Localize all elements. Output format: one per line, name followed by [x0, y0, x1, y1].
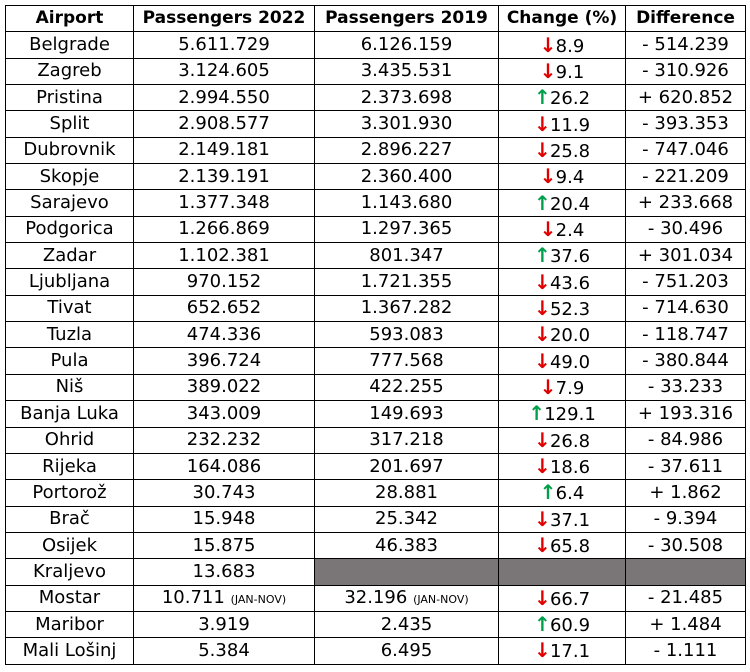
passengers-2022-value: 2.994.550 — [178, 86, 270, 108]
table-row — [6, 506, 746, 532]
table-row — [6, 585, 746, 611]
passengers-2019-value: 201.697 — [369, 455, 444, 477]
passengers-2019-value: 46.383 — [375, 534, 438, 556]
airport-cell: Rijeka — [6, 453, 134, 479]
passengers-2022-cell — [134, 532, 315, 558]
airport-cell: Brač — [6, 506, 134, 532]
difference-cell: - 84.986 — [626, 427, 746, 453]
arrow-down-icon: ↓ — [533, 111, 551, 136]
difference-cell: - 751.203 — [626, 269, 746, 295]
change-cell — [499, 506, 626, 532]
airport-cell: Split — [6, 111, 134, 137]
header-change: Change (%) — [499, 6, 626, 32]
airport-cell: Skopje — [6, 164, 134, 190]
passengers-2022-value: 164.086 — [186, 455, 262, 477]
difference-cell: + 193.316 — [626, 401, 746, 427]
airport-cell: Pristina — [6, 85, 134, 111]
passengers-2019-value: 3.301.930 — [360, 113, 453, 135]
airport-cell: Belgrade — [6, 32, 134, 58]
passengers-2022-cell — [134, 506, 315, 532]
passengers-2019-value: 2.896.227 — [360, 139, 453, 161]
passengers-2019-cell — [315, 638, 499, 664]
difference-cell: - 30.496 — [626, 216, 746, 242]
change-cell — [499, 137, 626, 163]
passengers-2019-value: 32.196 — [344, 587, 408, 609]
passengers-2022-value: 389.022 — [186, 376, 262, 398]
arrow-down-icon: ↓ — [533, 427, 551, 452]
passengers-2019-cell — [315, 348, 499, 374]
passengers-2022-value: 15.948 — [192, 508, 256, 530]
airport-cell: Maribor — [6, 611, 134, 637]
table-row — [6, 243, 746, 269]
change-cell — [499, 374, 626, 400]
difference-cell: + 1.862 — [626, 480, 746, 506]
airport-cell: Mostar — [6, 585, 134, 611]
change-cell — [499, 453, 626, 479]
change-value: 9.1 — [555, 61, 585, 83]
passengers-2019-value: 3.435.531 — [360, 60, 453, 82]
passengers-2022-cell — [134, 480, 315, 506]
passengers-2022-value: 3.124.605 — [178, 60, 270, 82]
header-passengers-2019: Passengers 2019 — [315, 6, 499, 32]
table-row — [6, 295, 746, 321]
change-value: 37.6 — [549, 246, 591, 268]
passengers-2022-value: 10.711 — [161, 587, 225, 609]
passengers-2019-cell — [315, 532, 499, 558]
passengers-2019-value: 777.568 — [369, 350, 444, 372]
change-cell — [499, 532, 626, 558]
arrow-down-icon: ↓ — [539, 164, 557, 189]
difference-cell: - 714.630 — [626, 295, 746, 321]
table-row — [6, 322, 746, 348]
change-cell — [499, 611, 626, 637]
table-row — [6, 638, 746, 664]
difference-cell: - 393.353 — [626, 111, 746, 137]
table-row — [6, 611, 746, 637]
airport-cell: Kraljevo — [6, 559, 134, 585]
arrow-down-icon: ↓ — [539, 374, 557, 399]
passengers-2019-value: 2.360.400 — [360, 165, 453, 187]
change-value: 20.0 — [549, 325, 591, 347]
difference-cell: - 118.747 — [626, 322, 746, 348]
passengers-2019-value: 28.881 — [375, 481, 438, 503]
passengers-2022-value: 15.875 — [192, 534, 256, 556]
change-value: 20.4 — [549, 193, 591, 215]
passengers-2019-value: 1.297.365 — [360, 218, 453, 240]
arrow-down-icon: ↓ — [533, 638, 551, 663]
arrow-down-icon: ↓ — [533, 137, 551, 162]
airport-cell: Ljubljana — [6, 269, 134, 295]
period-note: (JAN-NOV) — [413, 593, 469, 607]
change-value: 60.9 — [549, 615, 591, 637]
change-cell — [499, 190, 626, 216]
header-passengers-2022: Passengers 2022 — [134, 6, 315, 32]
passengers-2022-cell — [134, 216, 315, 242]
arrow-down-icon: ↓ — [533, 454, 551, 479]
airport-cell: Zadar — [6, 243, 134, 269]
arrow-up-icon: ↑ — [533, 243, 551, 268]
change-cell — [499, 216, 626, 242]
passengers-2022-cell — [134, 190, 315, 216]
passengers-2019-cell — [315, 453, 499, 479]
passengers-2019-cell — [315, 243, 499, 269]
passengers-2019-value: 422.255 — [369, 376, 444, 398]
difference-cell: - 1.111 — [626, 638, 746, 664]
change-cell — [499, 269, 626, 295]
difference-cell: - 514.239 — [626, 32, 746, 58]
passengers-2019-cell — [315, 480, 499, 506]
change-cell — [499, 58, 626, 84]
change-cell — [499, 295, 626, 321]
table-row — [6, 137, 746, 163]
header-row — [6, 6, 746, 32]
passengers-2019-value: 1.721.355 — [360, 271, 453, 293]
passengers-2022-cell — [134, 638, 315, 664]
airport-cell: Osijek — [6, 532, 134, 558]
airport-cell: Portorož — [6, 480, 134, 506]
difference-cell: + 620.852 — [626, 85, 746, 111]
change-cell — [499, 243, 626, 269]
passengers-2019-cell — [315, 58, 499, 84]
change-value: 25.8 — [549, 140, 591, 162]
change-cell — [499, 111, 626, 137]
passengers-2022-value: 652.652 — [186, 297, 262, 319]
difference-cell: + 1.484 — [626, 611, 746, 637]
difference-cell — [626, 559, 746, 585]
passengers-2022-cell — [134, 269, 315, 295]
difference-cell: - 747.046 — [626, 137, 746, 163]
period-note: (JAN-NOV) — [230, 593, 287, 607]
arrow-down-icon: ↓ — [539, 58, 557, 83]
passengers-2019-value: 25.342 — [375, 508, 438, 530]
passengers-2022-cell — [134, 348, 315, 374]
arrow-up-icon: ↑ — [533, 612, 551, 637]
difference-cell: - 37.611 — [626, 453, 746, 479]
passengers-2022-cell — [134, 295, 315, 321]
difference-cell: - 33.233 — [626, 374, 746, 400]
arrow-down-icon: ↓ — [533, 322, 551, 347]
passengers-2022-value: 2.149.181 — [178, 139, 270, 161]
change-value: 66.7 — [549, 588, 591, 610]
passengers-2022-value: 970.152 — [186, 271, 262, 293]
arrow-down-icon: ↓ — [533, 533, 551, 558]
passengers-2019-cell — [315, 190, 499, 216]
change-value: 26.8 — [549, 430, 591, 452]
difference-cell: - 21.485 — [626, 585, 746, 611]
passengers-2019-value: 149.693 — [369, 402, 444, 424]
change-value: 17.1 — [549, 641, 591, 663]
passengers-2022-value: 232.232 — [186, 429, 262, 451]
passengers-2022-value: 13.683 — [192, 560, 256, 582]
table-row — [6, 190, 746, 216]
passengers-2022-cell — [134, 453, 315, 479]
change-cell — [499, 348, 626, 374]
table-row — [6, 58, 746, 84]
passengers-2022-cell — [134, 137, 315, 163]
airport-cell: Niš — [6, 374, 134, 400]
difference-cell: - 380.844 — [626, 348, 746, 374]
passengers-2019-value: 317.218 — [369, 429, 444, 451]
table-row — [6, 559, 746, 585]
change-value: 37.1 — [549, 509, 591, 531]
airport-cell: Tivat — [6, 295, 134, 321]
passengers-2022-cell — [134, 58, 315, 84]
table-body — [6, 32, 746, 664]
difference-cell: + 301.034 — [626, 243, 746, 269]
table-row — [6, 32, 746, 58]
change-cell — [499, 401, 626, 427]
arrow-down-icon: ↓ — [539, 216, 557, 241]
header-airport: Airport — [6, 6, 134, 32]
passengers-2022-cell — [134, 374, 315, 400]
change-value: 18.6 — [549, 457, 591, 479]
difference-cell: - 30.508 — [626, 532, 746, 558]
passengers-2022-value: 396.724 — [186, 350, 262, 372]
arrow-down-icon: ↓ — [533, 585, 551, 610]
passengers-2019-value: 6.126.159 — [360, 34, 453, 56]
passengers-2022-cell — [134, 322, 315, 348]
airport-cell: Dubrovnik — [6, 137, 134, 163]
table-row — [6, 401, 746, 427]
passengers-2022-value: 1.266.869 — [178, 218, 270, 240]
airport-cell: Banja Luka — [6, 401, 134, 427]
passengers-2019-cell — [315, 427, 499, 453]
change-cell — [499, 638, 626, 664]
airport-table-container — [5, 5, 746, 665]
change-cell — [499, 427, 626, 453]
passengers-2019-cell — [315, 585, 499, 611]
change-value: 65.8 — [549, 536, 591, 558]
change-cell — [499, 480, 626, 506]
arrow-up-icon: ↑ — [533, 190, 551, 215]
change-value: 6.4 — [555, 483, 585, 505]
passengers-2019-cell — [315, 111, 499, 137]
change-cell — [499, 585, 626, 611]
passengers-2022-value: 1.102.381 — [178, 244, 270, 266]
change-value: 8.9 — [555, 35, 585, 57]
passengers-2022-cell — [134, 111, 315, 137]
passengers-2022-cell — [134, 32, 315, 58]
change-value: 11.9 — [549, 114, 591, 136]
table-row — [6, 532, 746, 558]
passengers-2022-value: 2.139.191 — [178, 165, 270, 187]
airport-cell: Sarajevo — [6, 190, 134, 216]
passengers-2022-value: 343.009 — [186, 402, 262, 424]
change-value: 43.6 — [549, 272, 591, 294]
table-row — [6, 427, 746, 453]
passengers-2019-cell — [315, 506, 499, 532]
passengers-2019-cell — [315, 164, 499, 190]
passengers-2019-cell — [315, 374, 499, 400]
airport-cell: Zagreb — [6, 58, 134, 84]
arrow-up-icon: ↑ — [533, 85, 551, 110]
change-value: 129.1 — [544, 404, 596, 426]
table-row — [6, 374, 746, 400]
table-row — [6, 480, 746, 506]
passengers-2022-value: 5.384 — [198, 639, 250, 661]
arrow-down-icon: ↓ — [533, 295, 551, 320]
passengers-2019-cell — [315, 401, 499, 427]
table-row — [6, 216, 746, 242]
change-value: 9.4 — [555, 167, 585, 189]
passengers-2022-value: 30.743 — [192, 481, 256, 503]
change-value: 7.9 — [555, 377, 585, 399]
passengers-2022-cell — [134, 611, 315, 637]
change-cell — [499, 559, 626, 585]
arrow-up-icon: ↑ — [528, 401, 545, 426]
passengers-2022-cell — [134, 164, 315, 190]
passengers-2022-value: 1.377.348 — [178, 192, 270, 214]
passengers-2019-cell — [315, 559, 499, 585]
passengers-2019-cell — [315, 611, 499, 637]
passengers-2019-cell — [315, 216, 499, 242]
passengers-2022-value: 5.611.729 — [178, 34, 270, 56]
table-row — [6, 269, 746, 295]
passengers-2019-value: 1.367.282 — [360, 297, 453, 319]
difference-cell: - 221.209 — [626, 164, 746, 190]
change-value: 2.4 — [555, 219, 585, 241]
passengers-2019-cell — [315, 85, 499, 111]
difference-cell: - 310.926 — [626, 58, 746, 84]
change-cell — [499, 322, 626, 348]
passengers-2019-cell — [315, 295, 499, 321]
arrow-down-icon: ↓ — [539, 32, 557, 57]
table-row — [6, 453, 746, 479]
passengers-2019-value: 1.143.680 — [360, 192, 453, 214]
passengers-2019-value: 2.435 — [380, 613, 433, 635]
airport-passengers-table — [5, 5, 746, 665]
change-cell — [499, 32, 626, 58]
table-row — [6, 111, 746, 137]
arrow-down-icon: ↓ — [533, 269, 551, 294]
passengers-2019-cell — [315, 269, 499, 295]
change-cell — [499, 164, 626, 190]
header-difference: Difference — [626, 6, 746, 32]
airport-cell: Podgorica — [6, 216, 134, 242]
table-row — [6, 85, 746, 111]
passengers-2022-cell — [134, 401, 315, 427]
arrow-down-icon: ↓ — [533, 506, 551, 531]
passengers-2019-cell — [315, 322, 499, 348]
airport-cell: Ohrid — [6, 427, 134, 453]
airport-cell: Tuzla — [6, 322, 134, 348]
table-row — [6, 348, 746, 374]
change-value: 49.0 — [549, 351, 591, 373]
passengers-2019-value: 2.373.698 — [360, 86, 453, 108]
passengers-2022-value: 2.908.577 — [178, 113, 270, 135]
passengers-2022-value: 3.919 — [198, 613, 250, 635]
passengers-2022-cell — [134, 85, 315, 111]
change-value: 52.3 — [549, 298, 591, 320]
passengers-2022-value: 474.336 — [186, 323, 262, 345]
change-cell — [499, 85, 626, 111]
arrow-up-icon: ↑ — [539, 480, 557, 505]
passengers-2019-cell — [315, 137, 499, 163]
airport-cell: Pula — [6, 348, 134, 374]
table-row — [6, 164, 746, 190]
passengers-2022-cell — [134, 243, 315, 269]
passengers-2022-cell — [134, 427, 315, 453]
passengers-2022-cell — [134, 559, 315, 585]
arrow-down-icon: ↓ — [533, 348, 551, 373]
airport-cell: Mali Lošinj — [6, 638, 134, 664]
difference-cell: - 9.394 — [626, 506, 746, 532]
passengers-2019-value: 801.347 — [369, 244, 444, 266]
passengers-2019-value: 593.083 — [369, 323, 444, 345]
passengers-2019-value: 6.495 — [380, 639, 433, 661]
passengers-2022-cell — [134, 585, 315, 611]
change-value: 26.2 — [549, 88, 591, 110]
difference-cell: + 233.668 — [626, 190, 746, 216]
passengers-2019-cell — [315, 32, 499, 58]
